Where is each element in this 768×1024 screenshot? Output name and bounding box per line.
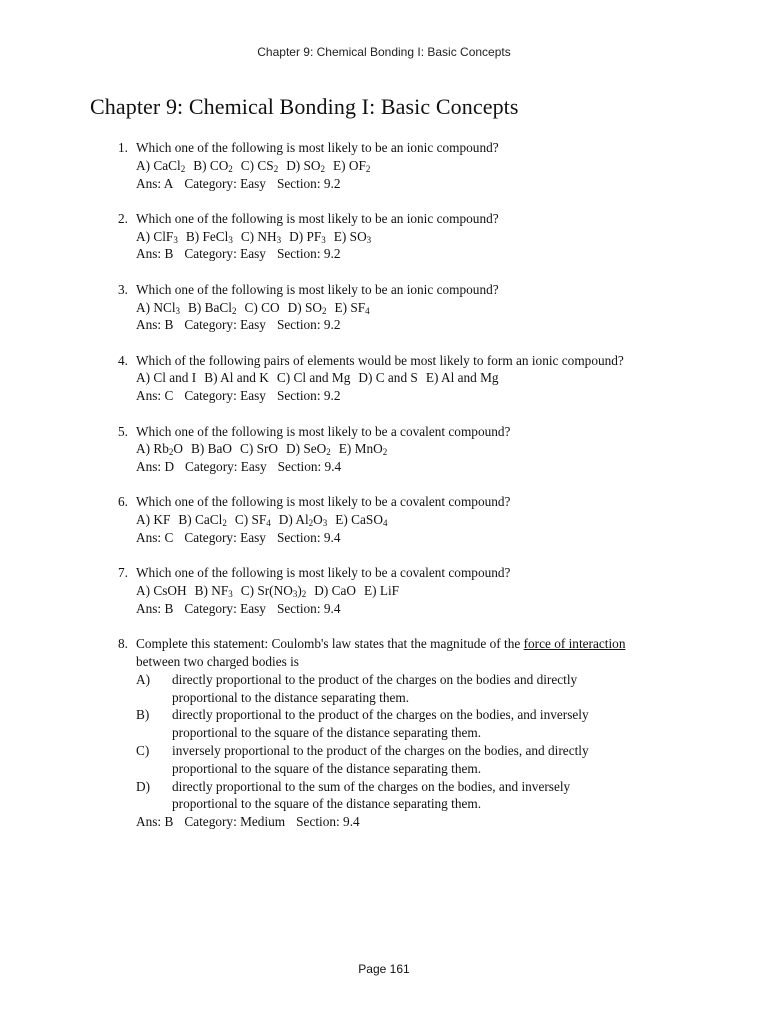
- question-number: 4.: [118, 352, 128, 368]
- answer-option: A) CsOH: [136, 583, 187, 599]
- choice-label: D): [136, 778, 151, 794]
- answer-options: [136, 369, 636, 387]
- section-ref: Section: 9.4: [296, 814, 360, 830]
- answer-option: C) $CS_2$: [240, 157, 279, 174]
- answer-key: Ans: C: [136, 388, 174, 404]
- question-number: 6.: [118, 494, 128, 510]
- answer-meta: [136, 813, 636, 831]
- answer-option: E) $SF_4$: [334, 299, 370, 316]
- question-list: [0, 139, 768, 849]
- question-stem: Which one of the following is most likely to be a covalent compound?: [136, 565, 511, 581]
- answer-option: C) Cl and Mg: [276, 370, 351, 386]
- answer-option: B) FeCl$_3$: [185, 228, 233, 245]
- section-ref: Section: 9.4: [276, 530, 341, 546]
- difficulty-category: Category: Easy: [184, 530, 266, 546]
- question-item: [0, 635, 768, 831]
- answer-option: C) $NH_3$: [240, 228, 282, 245]
- answer-option: C) $Sr(NO_3)_2$: [240, 583, 307, 600]
- page-number: Page 161: [358, 962, 410, 976]
- answer-option: D) C and S: [358, 370, 418, 386]
- answer-choice: [136, 742, 636, 778]
- choice-label: C): [136, 743, 150, 759]
- question-stem: Which of the following pairs of elements would be most likely to form an ionic compound?: [136, 352, 624, 368]
- answer-meta: [136, 387, 636, 405]
- answer-option: E) MnO$_2$: [338, 441, 388, 458]
- answer-options: [136, 228, 636, 246]
- question-body: [136, 352, 636, 405]
- answer-option: B) Al and K: [204, 370, 269, 386]
- question-item: [0, 352, 768, 405]
- difficulty-category: Category: Easy: [184, 317, 266, 333]
- answer-option: B) BaCl$_2$: [188, 299, 237, 316]
- answer-options: [136, 511, 636, 529]
- question-stem: [136, 635, 636, 671]
- choice-label: B): [136, 707, 150, 723]
- answer-option: B) $NF_3$: [194, 583, 233, 600]
- answer-choice: [136, 706, 636, 742]
- question-number: 3.: [118, 281, 128, 297]
- answer-option: A) KF: [136, 512, 171, 528]
- answer-option: A) ClF$_3$: [136, 228, 178, 245]
- question-stem: Which one of the following is most likely to be an ionic compound?: [136, 281, 499, 297]
- question-number: 5.: [118, 423, 128, 439]
- answer-option: C) $SF_4$: [234, 512, 271, 529]
- answer-option: A) NCl$_3$: [136, 299, 181, 316]
- difficulty-category: Category: Easy: [184, 388, 266, 404]
- answer-option: E) LiF: [363, 583, 400, 599]
- answer-meta: [136, 458, 636, 476]
- section-ref: Section: 9.2: [276, 388, 341, 404]
- choice-text: directly proportional to the product of the charges on the bodies, and inversely proportional to the square of the distance separating them.: [172, 707, 589, 741]
- choice-label: A): [136, 671, 151, 687]
- question-item: [0, 493, 768, 546]
- answer-key: Ans: B: [136, 246, 174, 262]
- answer-option: B) BaO: [190, 441, 232, 457]
- question-number: 8.: [118, 636, 128, 652]
- choice-text: directly proportional to the product of the charges on the bodies and directly proportional to the distance separating them.: [172, 671, 578, 705]
- answer-option: A) CaCl$_2$: [136, 157, 186, 174]
- answer-option: D) $SO_2$: [287, 299, 327, 316]
- question-body: [136, 210, 636, 263]
- choice-text: inversely proportional to the product of the charges on the bodies, and directly proportional to the square of the distance separating them.: [172, 743, 589, 776]
- question-body: [136, 493, 636, 546]
- question-body: [136, 564, 636, 617]
- chapter-title: Chapter 9: Chemical Bonding I: Basic Concepts: [90, 94, 519, 119]
- question-item: [0, 564, 768, 617]
- difficulty-category: Category: Easy: [185, 459, 267, 475]
- choice-text: directly proportional to the sum of the charges on the bodies, and inversely proportional to the square of the distance separating them.: [172, 778, 571, 812]
- answer-option: D) $PF_3$: [289, 228, 326, 245]
- answer-options: [136, 157, 636, 175]
- question-item: [0, 423, 768, 476]
- answer-key: Ans: D: [136, 459, 175, 475]
- answer-option: A) Cl and I: [136, 370, 197, 386]
- answer-option: A) $Rb_2O$: [136, 441, 183, 458]
- question-stem-part: Complete this statement: Coulomb's law states that the magnitude of the: [136, 636, 524, 652]
- question-stem: Which one of the following is most likely to be a covalent compound?: [136, 494, 511, 510]
- answer-meta: [136, 245, 636, 263]
- section-ref: Section: 9.2: [276, 246, 341, 262]
- difficulty-category: Category: Easy: [184, 600, 266, 616]
- question-stem: Which one of the following is most likely to be an ionic compound?: [136, 140, 499, 155]
- answer-option: B) $CO_2$: [193, 157, 233, 174]
- answer-meta: [136, 175, 636, 193]
- answer-option: C) SrO: [239, 441, 279, 457]
- answer-key: Ans: C: [136, 530, 174, 546]
- question-body: [136, 139, 636, 192]
- difficulty-category: Category: Easy: [184, 175, 266, 191]
- answer-option: D) CaO: [314, 583, 356, 599]
- difficulty-category: Category: Easy: [184, 246, 266, 262]
- answer-option: D) $Al_2O_3$: [278, 512, 328, 529]
- answer-meta: [136, 529, 636, 547]
- answer-key: Ans: B: [136, 317, 174, 333]
- question-stem-part: between two charged bodies is: [136, 654, 299, 670]
- question-stem: Which one of the following is most likely to be a covalent compound?: [136, 423, 511, 439]
- answer-option: B) CaCl$_2$: [178, 512, 227, 529]
- answer-meta: [136, 316, 636, 334]
- answer-meta: [136, 600, 636, 618]
- difficulty-category: Category: Medium: [184, 814, 286, 830]
- answer-options: [136, 299, 636, 317]
- section-ref: Section: 9.2: [276, 175, 341, 191]
- question-number: 1.: [118, 140, 128, 155]
- question-number: 2.: [118, 210, 128, 226]
- question-body: [136, 423, 636, 476]
- answer-option: E) $OF_2$: [333, 157, 371, 174]
- question-stem: Which one of the following is most likely to be an ionic compound?: [136, 210, 499, 226]
- question-item: [0, 210, 768, 263]
- answer-key: Ans: B: [136, 814, 174, 830]
- answer-key: Ans: A: [136, 175, 174, 191]
- answer-option: E) CaSO$_4$: [335, 512, 388, 529]
- question-item: [0, 139, 768, 192]
- question-number: 7.: [118, 565, 128, 581]
- answer-choice: [136, 778, 636, 814]
- answer-key: Ans: B: [136, 600, 174, 616]
- running-header: Chapter 9: Chemical Bonding I: Basic Concepts: [257, 45, 511, 59]
- answer-option: E) Al and Mg: [425, 370, 499, 386]
- answer-option: D) SeO$_2$: [286, 441, 331, 458]
- answer-options: [136, 582, 636, 600]
- answer-options: [136, 440, 636, 458]
- question-body: [136, 635, 636, 831]
- answer-option: D) $SO_2$: [286, 157, 326, 174]
- answer-option: E) $SO_3$: [333, 228, 372, 245]
- section-ref: Section: 9.4: [277, 459, 342, 475]
- underlined-term: force of interaction: [523, 636, 626, 652]
- question-item: [0, 281, 768, 334]
- section-ref: Section: 9.2: [276, 317, 341, 333]
- answer-option: C) CO: [244, 299, 280, 315]
- answer-choice: [136, 671, 636, 707]
- question-body: [136, 281, 636, 334]
- section-ref: Section: 9.4: [276, 600, 341, 616]
